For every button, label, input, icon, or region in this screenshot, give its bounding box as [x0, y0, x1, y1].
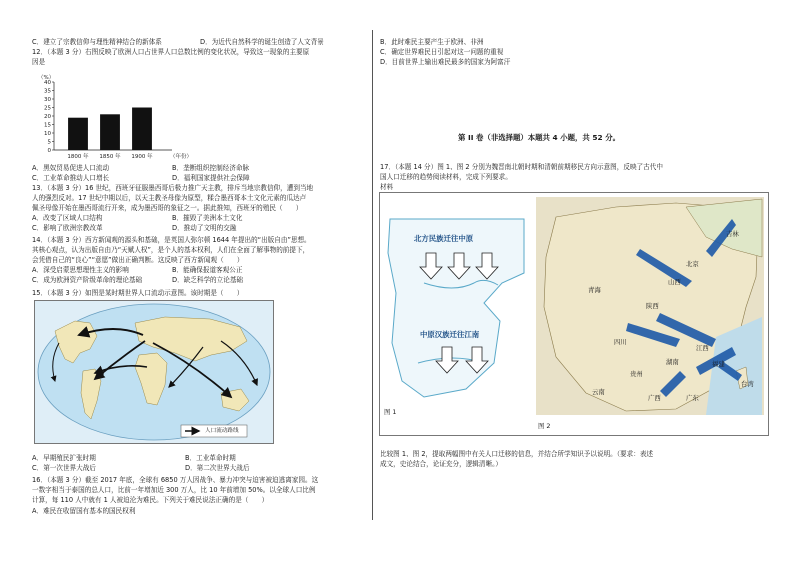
figure-1-caption: 图 1 [384, 408, 397, 416]
y-tick-label: 40 [44, 80, 51, 86]
fig2-place-jilin: 吉林 [726, 230, 739, 238]
q17-material-label: 材料 [380, 183, 394, 191]
bar [68, 118, 88, 150]
x-axis-label: （年份） [170, 154, 192, 160]
bar [100, 114, 120, 150]
q13-option-c: C．影响了欧洲宗教改革 [32, 224, 103, 232]
fig1-north-label: 北方民族迁往中原 [414, 234, 474, 243]
part-two-title: 第 II 卷（非选择题）本题共 4 小题，共 52 分。 [458, 133, 621, 142]
fig2-place-taiwan: 台湾 [741, 380, 754, 388]
x-tick-label: 1900 年 [131, 154, 153, 160]
q13-option-b: B．摧毁了美洲本土文化 [172, 214, 243, 222]
q14-stem-2: 其核心观点，认为出版自由乃“天赋人权”，是个人的基本权利，人们在全面了解事物的前提下， [32, 246, 310, 254]
y-tick-label: 35 [44, 88, 51, 95]
q15-option-a: A．早期殖民扩张时期 [32, 454, 96, 462]
q14-option-a: A．深受启蒙思想理性主义的影响 [32, 266, 129, 274]
q12-option-a: A．黑奴贸易促进人口流动 [32, 164, 110, 172]
population-ratio-chart [32, 72, 192, 164]
q16-option-b: B．此时难民主要产生于欧洲、非洲 [380, 38, 484, 46]
q15-stem: 15．（本题 3 分）如图是某时期世界人口流动示意图。该时期是（ ） [32, 289, 244, 297]
map-legend-text: 人口流动路线 [205, 428, 239, 434]
bar-chart-svg [32, 72, 192, 164]
q12-option-c: C．工业革命推动人口增长 [32, 174, 110, 182]
fig2-place-guizhou: 贵州 [630, 370, 643, 378]
q17-stem-2: 国人口迁移的趋势阅读材料，完成下列要求。 [380, 173, 512, 181]
q12-stem-cont: 因是 [32, 58, 46, 66]
fig2-place-shanxi: 山西 [668, 278, 681, 286]
fig2-place-fujian: 福建 [712, 360, 725, 368]
q12-stem: 12．（本题 3 分）右图反映了欧洲人口占世界人口总数比例的变化状况，导致这一现象的主要原 [32, 48, 310, 56]
q13-option-a: A．改变了区域人口结构 [32, 214, 103, 222]
world-migration-map [34, 300, 274, 444]
q12-option-b: B．垄断组织控制经济命脉 [172, 164, 250, 172]
fig2-place-qinghai: 青海 [588, 286, 601, 294]
x-tick-label: 1850 年 [99, 154, 121, 160]
q15-option-b: B．工业革命时期 [185, 454, 236, 462]
y-tick-label: 10 [44, 131, 51, 137]
fig2-place-guangdong: 广东 [686, 394, 699, 402]
q12-option-d: D．福利国家提供社会保障 [172, 174, 250, 182]
q17-requirement-2: 成文，史论结合，论证充分，逻辑清晰。） [380, 460, 502, 468]
x-tick-label: 1800 年 [67, 154, 89, 160]
q11-option-c: C．建立了宗教信仰与理性精神结合的新体系 [32, 38, 162, 46]
bar [132, 108, 152, 151]
y-tick-label: 30 [44, 97, 51, 103]
q16-stem-2: 一数字相当于泰国的总人口，比前一年增加近 300 万人，比 10 年前增加 50%。以全球人口比例 [32, 486, 316, 494]
q17-requirement-1: 比较图 1、图 2，提取两幅图中有关人口迁移的信息，并结合所学知识予以说明。（要求：表述 [380, 450, 654, 458]
y-axis-label: （%） [38, 75, 55, 81]
q13-stem-2: 人的强烈反对。17 世纪中期以后，以天主教圣母像为原型，糅合墨西哥本土文化元素的瓜达卢 [32, 194, 307, 202]
y-tick-label: 15 [44, 122, 51, 129]
q15-option-d: D．第二次世界大战后 [185, 464, 250, 472]
q16-option-d: D．目前世界上输出难民最多的国家为阿富汗 [380, 58, 511, 66]
q16-stem-3: 计算，每 110 人中就有 1 人被迫沦为难民。下列关于难民说法正确的是（ ） [32, 496, 269, 504]
fig2-place-jiangxi: 江西 [696, 344, 709, 352]
fig2-place-shaanxi: 陕西 [646, 302, 659, 310]
q16-stem-1: 16．（本题 3 分）截至 2017 年底，全球有 6850 万人因战争、暴力冲突与迫害被迫逃离家园。这 [32, 476, 319, 484]
q14-option-b: B．能确保报道客观公正 [172, 266, 243, 274]
q14-stem-3: 会凭借自己的“良心”“意愿”做出正确判断。这反映了西方新闻观（ ） [32, 256, 244, 264]
world-map-svg [35, 301, 273, 443]
figure-2-caption: 图 2 [538, 422, 551, 430]
q17-figures-frame [379, 192, 769, 436]
q14-stem-1: 14．（本题 3 分）西方新闻观的源头和基础，是英国人弥尔顿 1644 年提出的“出版自由”思想。 [32, 236, 311, 244]
column-divider [372, 30, 373, 520]
fig2-place-guangxi: 广西 [648, 394, 661, 402]
q13-stem-3: 佩圣母像开始在墨西哥流行开来，成为墨西哥的象征之一。据此推知，西班牙的殖民（ ） [32, 204, 303, 212]
y-tick-label: 5 [47, 139, 51, 146]
y-tick-label: 20 [44, 114, 51, 120]
q16-option-a: A．难民在收留国有基本的国民权利 [32, 507, 136, 515]
fig1-south-label: 中原汉族迁往江南 [420, 330, 480, 339]
q11-option-d: D．为近代自然科学的诞生创造了人文背景 [200, 38, 324, 46]
fig2-place-sichuan: 四川 [614, 338, 627, 346]
fig2-place-yunnan: 云南 [592, 388, 605, 396]
q17-stem-1: 17．（本题 14 分）图 1、图 2 分别为魏晋南北朝时期和清朝前期移民方向示意图，反映了古代中 [380, 163, 663, 171]
q14-option-d: D．缺乏科学的立论基础 [172, 276, 244, 284]
fig2-place-hunan: 湖南 [666, 358, 679, 366]
q15-option-c: C．第一次世界大战后 [32, 464, 96, 472]
q13-option-d: D．推动了文明的交融 [172, 224, 237, 232]
y-tick-label: 25 [44, 105, 51, 112]
q13-stem-1: 13．（本题 3 分）16 世纪，西班牙征服墨西哥后极力推广天主教，排斥当地宗教信仰，遭到当地 [32, 184, 314, 192]
y-tick-label: 0 [47, 148, 51, 154]
q16-option-c: C．确定世界难民日引起对这一问题的重视 [380, 48, 504, 56]
figure-2 [536, 197, 764, 415]
fig2-place-beijing: 北京 [686, 260, 699, 268]
q14-option-c: C．成为欧洲资产阶级革命的理论基础 [32, 276, 143, 284]
figure-1 [384, 213, 530, 403]
